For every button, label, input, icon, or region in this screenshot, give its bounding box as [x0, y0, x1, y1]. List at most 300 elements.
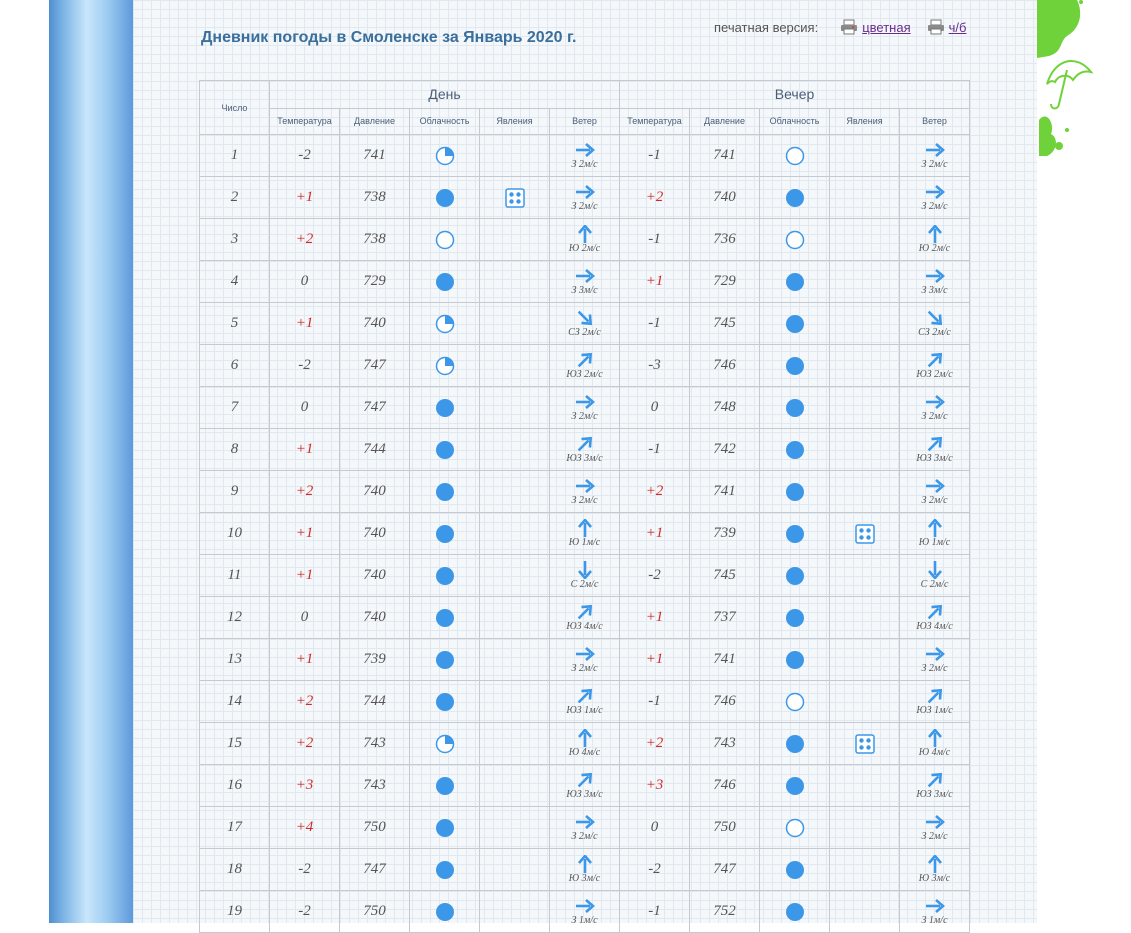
- wind-cell: [550, 597, 620, 639]
- day-temperature-cell: -2: [270, 891, 340, 933]
- wind-cell: [900, 177, 970, 219]
- evening-pressure-cell: 742: [690, 429, 760, 471]
- wind-direction-arrow-icon: [575, 771, 595, 789]
- header-day-temperature: Температура: [270, 108, 340, 135]
- overcast-cloud-icon: [785, 314, 805, 334]
- evening-phenomena-cell: [830, 219, 900, 261]
- day-phenomena-cell: [480, 597, 550, 639]
- evening-phenomena-cell: [830, 639, 900, 681]
- day-phenomena-cell: [480, 135, 550, 177]
- day-temperature-cell: +1: [270, 303, 340, 345]
- table-row: [200, 723, 970, 765]
- day-cloudiness-cell: [410, 765, 480, 807]
- wind-cell: [550, 681, 620, 723]
- evening-phenomena-cell: [830, 135, 900, 177]
- evening-cloudiness-cell: [760, 555, 830, 597]
- overcast-cloud-icon: [435, 818, 455, 838]
- page-title: Дневник погоды в Смоленске за Январь 2020 г.: [201, 29, 577, 46]
- evening-cloudiness-cell: [760, 723, 830, 765]
- day-pressure-cell: 750: [340, 807, 410, 849]
- wind-direction-arrow-icon: [925, 477, 945, 495]
- day-cloudiness-cell: [410, 639, 480, 681]
- evening-cloudiness-cell: [760, 429, 830, 471]
- wind-speed-text: ЮЗ 1м/с: [916, 705, 953, 716]
- table-row: [200, 891, 970, 933]
- day-number-cell: 9: [200, 471, 270, 513]
- wind-speed-text: ЮЗ 1м/с: [566, 705, 603, 716]
- wind-speed-text: ЮЗ 3м/с: [566, 453, 603, 464]
- wind-direction-arrow-icon: [575, 477, 595, 495]
- wind-direction-arrow-icon: [925, 267, 945, 285]
- day-cloudiness-cell: [410, 219, 480, 261]
- wind-speed-text: З 2м/с: [571, 201, 598, 212]
- day-number-cell: 11: [200, 555, 270, 597]
- day-number-cell: 4: [200, 261, 270, 303]
- evening-pressure-cell: 743: [690, 723, 760, 765]
- overcast-cloud-icon: [435, 776, 455, 796]
- evening-temperature-cell: -1: [620, 429, 690, 471]
- clear-sky-icon: [785, 146, 805, 166]
- evening-cloudiness-cell: [760, 261, 830, 303]
- evening-phenomena-cell: [830, 177, 900, 219]
- table-row: [200, 849, 970, 891]
- wind-direction-arrow-icon: [575, 225, 595, 243]
- wind-cell: [900, 303, 970, 345]
- table-row: [200, 765, 970, 807]
- day-pressure-cell: 740: [340, 471, 410, 513]
- day-cloudiness-cell: [410, 387, 480, 429]
- header-evening-phenomena: Явления: [830, 108, 900, 135]
- day-phenomena-cell: [480, 261, 550, 303]
- day-temperature-cell: +4: [270, 807, 340, 849]
- overcast-cloud-icon: [435, 566, 455, 586]
- wind-cell: [900, 429, 970, 471]
- wind-cell: [550, 639, 620, 681]
- partly-cloudy-icon: [435, 314, 455, 334]
- evening-phenomena-cell: [830, 513, 900, 555]
- day-number-cell: 8: [200, 429, 270, 471]
- day-cloudiness-cell: [410, 471, 480, 513]
- evening-pressure-cell: 747: [690, 849, 760, 891]
- wind-speed-text: СЗ 2м/с: [918, 327, 951, 338]
- wind-speed-text: Ю 4м/с: [568, 747, 601, 758]
- header-evening-temperature: Температура: [620, 108, 690, 135]
- day-pressure-cell: 740: [340, 555, 410, 597]
- day-pressure-cell: 738: [340, 177, 410, 219]
- wind-direction-arrow-icon: [925, 813, 945, 831]
- wind-direction-arrow-icon: [575, 393, 595, 411]
- evening-pressure-cell: 736: [690, 219, 760, 261]
- overcast-cloud-icon: [785, 188, 805, 208]
- day-number-cell: 16: [200, 765, 270, 807]
- table-row: [200, 177, 970, 219]
- evening-cloudiness-cell: [760, 345, 830, 387]
- header-day-wind: Ветер: [550, 108, 620, 135]
- wind-speed-text: ЮЗ 3м/с: [916, 789, 953, 800]
- overcast-cloud-icon: [785, 734, 805, 754]
- day-pressure-cell: 738: [340, 219, 410, 261]
- day-cloudiness-cell: [410, 807, 480, 849]
- wind-direction-arrow-icon: [575, 897, 595, 915]
- table-row: [200, 387, 970, 429]
- day-temperature-cell: +2: [270, 681, 340, 723]
- day-pressure-cell: 740: [340, 303, 410, 345]
- snow-icon: [505, 188, 525, 208]
- day-temperature-cell: 0: [270, 387, 340, 429]
- table-row: [200, 135, 970, 177]
- wind-cell: [550, 471, 620, 513]
- wind-speed-text: Ю 3м/с: [918, 873, 951, 884]
- wind-cell: [900, 639, 970, 681]
- wind-direction-arrow-icon: [575, 141, 595, 159]
- day-number-cell: 19: [200, 891, 270, 933]
- day-phenomena-cell: [480, 639, 550, 681]
- wind-cell: [900, 891, 970, 933]
- wind-cell: [900, 135, 970, 177]
- evening-temperature-cell: -1: [620, 303, 690, 345]
- day-number-cell: 10: [200, 513, 270, 555]
- evening-temperature-cell: +2: [620, 723, 690, 765]
- wind-speed-text: ЮЗ 3м/с: [916, 453, 953, 464]
- day-pressure-cell: 740: [340, 597, 410, 639]
- wind-cell: [900, 513, 970, 555]
- evening-pressure-cell: 746: [690, 681, 760, 723]
- evening-cloudiness-cell: [760, 765, 830, 807]
- evening-cloudiness-cell: [760, 303, 830, 345]
- evening-temperature-cell: -1: [620, 135, 690, 177]
- wind-cell: [900, 807, 970, 849]
- evening-cloudiness-cell: [760, 135, 830, 177]
- day-temperature-cell: -2: [270, 345, 340, 387]
- wind-speed-text: З 2м/с: [921, 663, 948, 674]
- evening-pressure-cell: 740: [690, 177, 760, 219]
- left-decorative-band: [49, 0, 133, 923]
- evening-pressure-cell: 741: [690, 135, 760, 177]
- wind-direction-arrow-icon: [575, 183, 595, 201]
- evening-temperature-cell: +1: [620, 597, 690, 639]
- day-phenomena-cell: [480, 891, 550, 933]
- overcast-cloud-icon: [785, 776, 805, 796]
- day-number-cell: 14: [200, 681, 270, 723]
- evening-temperature-cell: -1: [620, 891, 690, 933]
- overcast-cloud-icon: [785, 398, 805, 418]
- wind-cell: [550, 513, 620, 555]
- header-number: Число: [200, 81, 270, 135]
- wind-cell: [900, 471, 970, 513]
- wind-speed-text: З 2м/с: [921, 831, 948, 842]
- wind-direction-arrow-icon: [925, 897, 945, 915]
- wind-cell: [900, 681, 970, 723]
- day-cloudiness-cell: [410, 513, 480, 555]
- day-temperature-cell: +1: [270, 513, 340, 555]
- table-row: [200, 597, 970, 639]
- wind-speed-text: З 2м/с: [571, 411, 598, 422]
- table-row: [200, 807, 970, 849]
- day-phenomena-cell: [480, 345, 550, 387]
- table-row: [200, 261, 970, 303]
- evening-cloudiness-cell: [760, 597, 830, 639]
- evening-temperature-cell: 0: [620, 387, 690, 429]
- overcast-cloud-icon: [785, 608, 805, 628]
- overcast-cloud-icon: [435, 440, 455, 460]
- evening-temperature-cell: +2: [620, 177, 690, 219]
- snow-icon: [855, 524, 875, 544]
- wind-direction-arrow-icon: [575, 645, 595, 663]
- overcast-cloud-icon: [785, 650, 805, 670]
- wind-speed-text: З 2м/с: [921, 411, 948, 422]
- wind-cell: [900, 723, 970, 765]
- wind-speed-text: Ю 1м/с: [568, 537, 601, 548]
- day-phenomena-cell: [480, 471, 550, 513]
- day-phenomena-cell: [480, 303, 550, 345]
- wind-speed-text: ЮЗ 2м/с: [916, 369, 953, 380]
- wind-cell: [550, 891, 620, 933]
- evening-cloudiness-cell: [760, 387, 830, 429]
- wind-speed-text: З 2м/с: [571, 495, 598, 506]
- wind-speed-text: С 2м/с: [570, 579, 599, 590]
- wind-speed-text: З 2м/с: [571, 831, 598, 842]
- evening-pressure-cell: 737: [690, 597, 760, 639]
- wind-direction-arrow-icon: [925, 645, 945, 663]
- wind-cell: [550, 429, 620, 471]
- day-phenomena-cell: [480, 807, 550, 849]
- wind-cell: [900, 597, 970, 639]
- printer-icon: [927, 19, 945, 35]
- wind-cell: [550, 177, 620, 219]
- umbrella-decoration-icon: [1037, 0, 1131, 170]
- wind-direction-arrow-icon: [925, 519, 945, 537]
- day-pressure-cell: 747: [340, 387, 410, 429]
- day-pressure-cell: 743: [340, 765, 410, 807]
- evening-pressure-cell: 750: [690, 807, 760, 849]
- day-pressure-cell: 744: [340, 681, 410, 723]
- evening-pressure-cell: 752: [690, 891, 760, 933]
- header-day-phenomena: Явления: [480, 108, 550, 135]
- evening-temperature-cell: -2: [620, 849, 690, 891]
- header-evening: Вечер: [620, 81, 970, 109]
- wind-speed-text: Ю 1м/с: [918, 537, 951, 548]
- clear-sky-icon: [785, 818, 805, 838]
- day-number-cell: 5: [200, 303, 270, 345]
- evening-pressure-cell: 729: [690, 261, 760, 303]
- wind-direction-arrow-icon: [925, 771, 945, 789]
- evening-pressure-cell: 748: [690, 387, 760, 429]
- header-evening-cloudiness: Облачность: [760, 108, 830, 135]
- wind-cell: [900, 345, 970, 387]
- wind-cell: [900, 261, 970, 303]
- day-temperature-cell: +2: [270, 723, 340, 765]
- wind-speed-text: З 1м/с: [921, 915, 948, 926]
- print-bw-link[interactable]: ч/б: [948, 19, 967, 35]
- wind-speed-text: С 2м/с: [920, 579, 949, 590]
- overcast-cloud-icon: [435, 860, 455, 880]
- evening-pressure-cell: 739: [690, 513, 760, 555]
- evening-temperature-cell: +1: [620, 513, 690, 555]
- evening-phenomena-cell: [830, 597, 900, 639]
- day-temperature-cell: 0: [270, 261, 340, 303]
- table-row: [200, 303, 970, 345]
- wind-cell: [900, 849, 970, 891]
- day-phenomena-cell: [480, 429, 550, 471]
- wind-speed-text: ЮЗ 4м/с: [566, 621, 603, 632]
- day-pressure-cell: 747: [340, 849, 410, 891]
- overcast-cloud-icon: [785, 524, 805, 544]
- evening-pressure-cell: 745: [690, 303, 760, 345]
- evening-phenomena-cell: [830, 387, 900, 429]
- day-number-cell: 17: [200, 807, 270, 849]
- day-phenomena-cell: [480, 513, 550, 555]
- evening-phenomena-cell: [830, 555, 900, 597]
- overcast-cloud-icon: [785, 482, 805, 502]
- evening-cloudiness-cell: [760, 807, 830, 849]
- header-day: День: [270, 81, 620, 109]
- day-number-cell: 3: [200, 219, 270, 261]
- wind-direction-arrow-icon: [925, 729, 945, 747]
- wind-direction-arrow-icon: [925, 141, 945, 159]
- overcast-cloud-icon: [785, 272, 805, 292]
- wind-direction-arrow-icon: [575, 267, 595, 285]
- wind-cell: [550, 723, 620, 765]
- evening-temperature-cell: +1: [620, 639, 690, 681]
- wind-cell: [550, 765, 620, 807]
- table-row: [200, 219, 970, 261]
- wind-direction-arrow-icon: [575, 603, 595, 621]
- wind-direction-arrow-icon: [925, 561, 945, 579]
- evening-cloudiness-cell: [760, 177, 830, 219]
- day-temperature-cell: +1: [270, 555, 340, 597]
- evening-pressure-cell: 741: [690, 471, 760, 513]
- table-row: [200, 555, 970, 597]
- evening-temperature-cell: -1: [620, 681, 690, 723]
- evening-phenomena-cell: [830, 681, 900, 723]
- day-cloudiness-cell: [410, 723, 480, 765]
- table-row: [200, 345, 970, 387]
- print-version-label: печатная версия:: [714, 19, 819, 35]
- day-cloudiness-cell: [410, 555, 480, 597]
- evening-cloudiness-cell: [760, 849, 830, 891]
- day-phenomena-cell: [480, 849, 550, 891]
- evening-cloudiness-cell: [760, 681, 830, 723]
- wind-cell: [550, 345, 620, 387]
- wind-speed-text: З 2м/с: [921, 159, 948, 170]
- overcast-cloud-icon: [785, 902, 805, 922]
- day-number-cell: 7: [200, 387, 270, 429]
- overcast-cloud-icon: [435, 608, 455, 628]
- overcast-cloud-icon: [785, 860, 805, 880]
- overcast-cloud-icon: [435, 524, 455, 544]
- wind-direction-arrow-icon: [925, 393, 945, 411]
- evening-temperature-cell: -3: [620, 345, 690, 387]
- wind-speed-text: Ю 3м/с: [568, 873, 601, 884]
- wind-cell: [550, 303, 620, 345]
- wind-direction-arrow-icon: [925, 855, 945, 873]
- table-row: [200, 513, 970, 555]
- wind-cell: [550, 387, 620, 429]
- wind-speed-text: ЮЗ 2м/с: [566, 369, 603, 380]
- evening-phenomena-cell: [830, 429, 900, 471]
- wind-cell: [900, 555, 970, 597]
- clear-sky-icon: [785, 230, 805, 250]
- day-temperature-cell: +2: [270, 219, 340, 261]
- header-day-pressure: Давление: [340, 108, 410, 135]
- day-pressure-cell: 741: [340, 135, 410, 177]
- partly-cloudy-icon: [435, 146, 455, 166]
- day-pressure-cell: 744: [340, 429, 410, 471]
- wind-cell: [550, 135, 620, 177]
- evening-temperature-cell: +2: [620, 471, 690, 513]
- day-phenomena-cell: [480, 681, 550, 723]
- overcast-cloud-icon: [435, 692, 455, 712]
- overcast-cloud-icon: [435, 188, 455, 208]
- table-row: [200, 681, 970, 723]
- wind-direction-arrow-icon: [575, 435, 595, 453]
- wind-direction-arrow-icon: [925, 183, 945, 201]
- evening-temperature-cell: +1: [620, 261, 690, 303]
- wind-cell: [900, 387, 970, 429]
- day-cloudiness-cell: [410, 303, 480, 345]
- evening-phenomena-cell: [830, 345, 900, 387]
- evening-cloudiness-cell: [760, 513, 830, 555]
- day-temperature-cell: -2: [270, 849, 340, 891]
- evening-temperature-cell: +3: [620, 765, 690, 807]
- evening-phenomena-cell: [830, 891, 900, 933]
- wind-speed-text: З 2м/с: [921, 495, 948, 506]
- wind-direction-arrow-icon: [925, 687, 945, 705]
- overcast-cloud-icon: [785, 440, 805, 460]
- day-phenomena-cell: [480, 177, 550, 219]
- overcast-cloud-icon: [785, 356, 805, 376]
- evening-cloudiness-cell: [760, 219, 830, 261]
- day-pressure-cell: 747: [340, 345, 410, 387]
- evening-cloudiness-cell: [760, 891, 830, 933]
- day-temperature-cell: -2: [270, 135, 340, 177]
- day-cloudiness-cell: [410, 345, 480, 387]
- day-temperature-cell: +3: [270, 765, 340, 807]
- day-pressure-cell: 739: [340, 639, 410, 681]
- snow-icon: [855, 734, 875, 754]
- evening-temperature-cell: -1: [620, 219, 690, 261]
- evening-temperature-cell: 0: [620, 807, 690, 849]
- wind-direction-arrow-icon: [925, 309, 945, 327]
- day-temperature-cell: 0: [270, 597, 340, 639]
- day-temperature-cell: +2: [270, 471, 340, 513]
- day-cloudiness-cell: [410, 891, 480, 933]
- day-cloudiness-cell: [410, 177, 480, 219]
- wind-cell: [550, 219, 620, 261]
- day-cloudiness-cell: [410, 261, 480, 303]
- day-cloudiness-cell: [410, 135, 480, 177]
- day-pressure-cell: 750: [340, 891, 410, 933]
- wind-direction-arrow-icon: [575, 687, 595, 705]
- wind-speed-text: З 2м/с: [571, 663, 598, 674]
- day-phenomena-cell: [480, 555, 550, 597]
- overcast-cloud-icon: [435, 398, 455, 418]
- wind-direction-arrow-icon: [575, 855, 595, 873]
- weather-diary-table: [199, 80, 970, 933]
- wind-speed-text: СЗ 2м/с: [568, 327, 601, 338]
- evening-phenomena-cell: [830, 723, 900, 765]
- header-evening-wind: Ветер: [900, 108, 970, 135]
- print-color-link[interactable]: цветная: [862, 19, 911, 35]
- day-number-cell: 18: [200, 849, 270, 891]
- wind-direction-arrow-icon: [925, 603, 945, 621]
- print-version-bar: [714, 19, 982, 35]
- day-pressure-cell: 729: [340, 261, 410, 303]
- day-temperature-cell: +1: [270, 177, 340, 219]
- evening-pressure-cell: 741: [690, 639, 760, 681]
- wind-speed-text: Ю 4м/с: [918, 747, 951, 758]
- day-cloudiness-cell: [410, 429, 480, 471]
